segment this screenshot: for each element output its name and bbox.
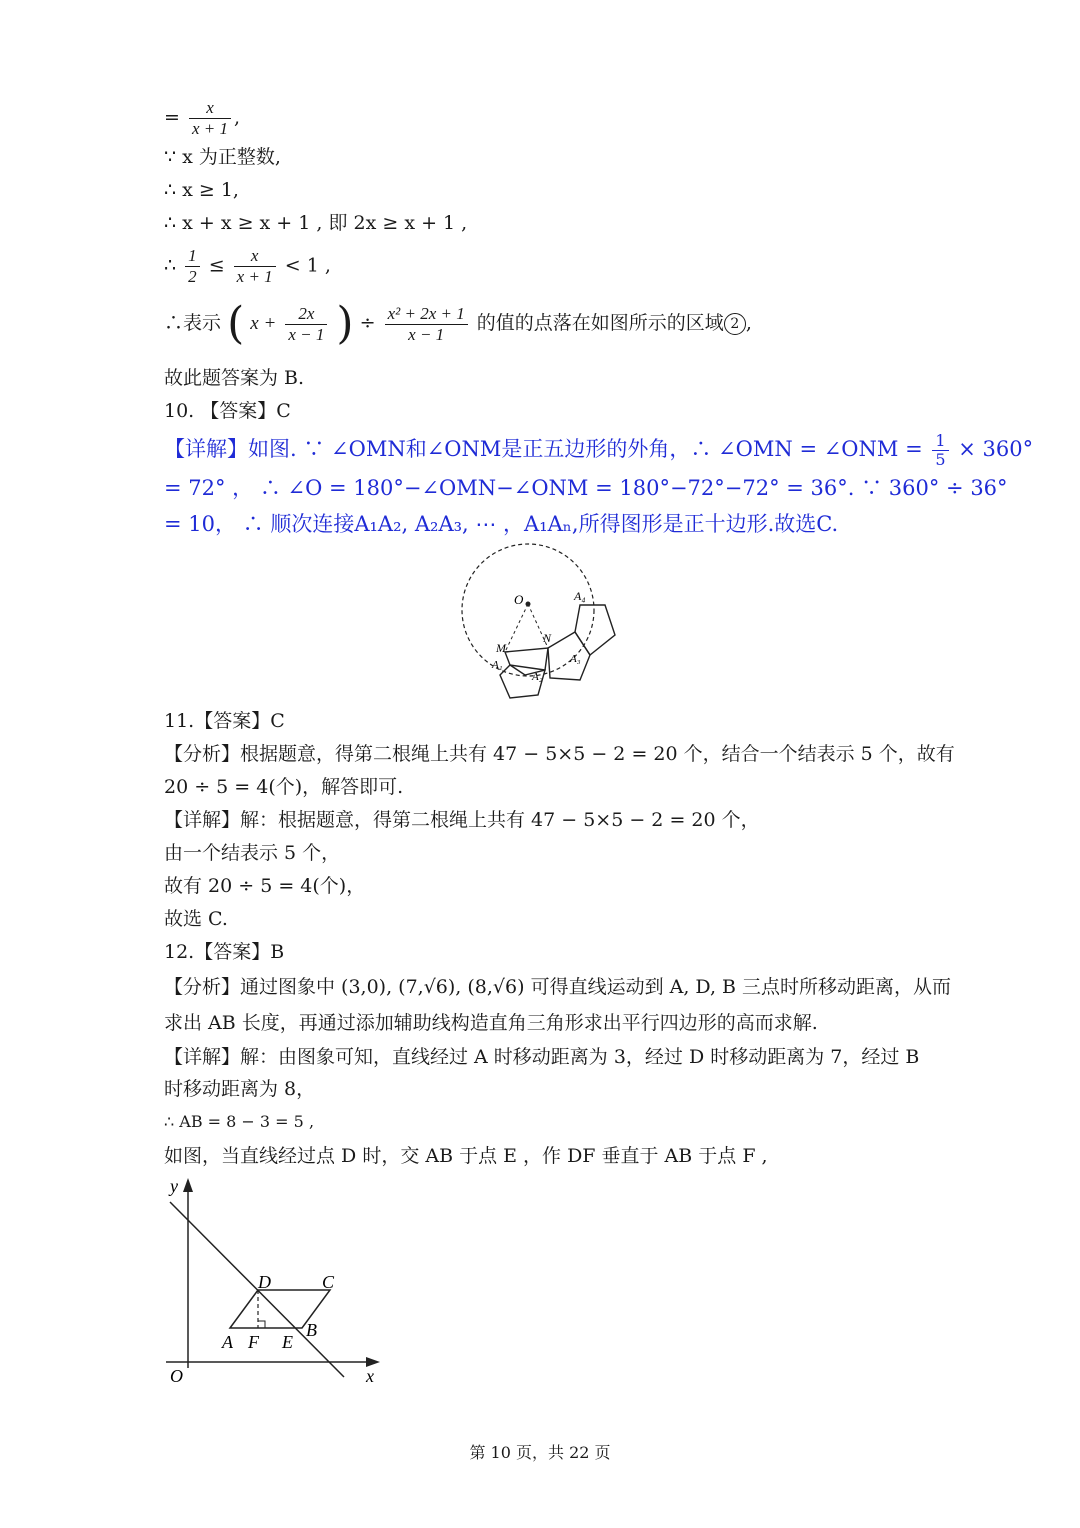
numerator: 1 [185,246,200,267]
label-o: O [514,592,524,607]
label-b: B [306,1320,317,1340]
q10-detail-text: 【详解】如图. ∵ ∠OMN和∠ONM是正五边形的外角，∴ ∠OMN = ∠ONM = [164,437,923,461]
step-line-4: ∴ x + x ≥ x + 1 , 即 2x ≥ x + 1 , [164,212,468,234]
pentagon-3 [548,632,590,680]
q10-detail-line-1 [164,432,1033,469]
fraction [189,98,231,139]
q11-answer: 11.【答案】C [164,710,285,732]
text-suffix: 的值的点落在如图所示的区域 [476,312,724,334]
dashed-line-om [505,604,528,652]
denominator: 5 [935,450,946,469]
label-f: F [248,1332,259,1352]
q11-analysis-1: 【分析】根据题意，得第二根绳上共有 47 − 5×5 − 2 = 20 个，结合一个结表示 5 个，故有 [164,743,955,765]
denominator: x − 1 [408,324,445,344]
q11-detail-2: 由一个结表示 5 个， [164,842,341,864]
q11-analysis-2: 20 ÷ 5 = 4(个)，解答即可. [164,776,404,798]
q10-detail-line-2: = 72° ， ∴ ∠O = 180°−∠OMN−∠ONM = 180°−72°−72° = 36°. ∵ 360° ÷ 36° [164,476,1008,500]
numerator: x² + 2x + 1 [385,304,468,325]
expr-inner: x + [250,313,277,334]
right-angle-mark [258,1321,265,1328]
pentagon-4 [575,605,615,655]
equals-sign: = [164,106,180,129]
numerator: 1 [932,432,948,451]
step-line-1 [164,98,240,139]
label-a3: A₃ [570,653,581,665]
q12-answer: 12.【答案】B [164,941,285,963]
fraction-half [185,246,200,287]
denominator: 2 [188,267,197,286]
numerator: x [189,98,231,119]
figure-pentagon-circle [450,540,630,700]
step-line-2: ∵ x 为正整数, [164,146,281,168]
right-paren: ) [336,298,354,349]
divide-sign: ÷ [359,312,376,334]
numerator: x [234,246,276,267]
label-c: C [322,1272,335,1292]
q12-detail-1: 【详解】解：由图象可知，直线经过 A 时移动距离为 3，经过 D 时移动距离为 7，经过 B [164,1046,920,1068]
fraction-2x [285,304,327,345]
q10-detail-text-2: × 360° [958,437,1034,461]
q12-detail-4: 如图，当直线经过点 D 时，交 AB 于点 E ，作 DF 垂直于 AB 于点 F , [164,1145,768,1167]
step-line-6 [164,298,752,349]
q12-detail-3: ∴ AB = 8 − 3 = 5 , [164,1112,315,1131]
label-a2: A₂ [532,671,543,683]
denominator: x + 1 [191,119,228,138]
label-a: A [222,1332,233,1352]
q11-detail-4: 故选 C. [164,908,228,930]
label-e: E [282,1332,293,1352]
denominator: x − 1 [288,324,325,344]
label-a1: A₁ [492,659,503,671]
inequality-tail: < 1 , [284,254,331,277]
label-m: M [496,641,506,655]
label-o: O [170,1366,183,1386]
denominator: x + 1 [236,267,273,286]
q12-analysis-1: 【分析】通过图象中 (3,0), (7,√6), (8,√6) 可得直线运动到 A, D, B 三点时所移动距离，从而 [164,976,952,998]
page-footer: 第 10 页，共 22 页 [469,1443,611,1462]
text-prefix: ∴表示 [164,312,222,334]
q10-detail-line-3: = 10， ∴ 顺次连接A₁A₂, A₂A₃, ⋯ ，A₁Aₙ,所得图形是正十边形.故选C. [164,512,839,536]
step-line-3: ∴ x ≥ 1, [164,179,239,201]
step-line-5 [164,246,331,287]
step-line-7: 故此题答案为 B. [164,367,305,389]
circled-number: 2 [724,313,746,335]
label-n: N [543,631,552,645]
leq-sign: ≤ [208,254,225,277]
fraction-one-fifth [932,432,948,469]
punct: , [234,106,241,129]
punct: , [745,312,752,334]
q11-detail-1: 【详解】解：根据题意，得第二根绳上共有 47 − 5×5 − 2 = 20 个， [164,809,760,831]
fraction-quadratic [385,304,468,345]
label-x: x [366,1366,374,1386]
label-a4: A₄ [574,589,586,603]
left-paren: ( [227,298,245,349]
q10-answer: 10. 【答案】C [164,400,291,422]
label-d: D [258,1272,271,1292]
therefore-symbol: ∴ [164,254,177,277]
y-axis-arrow [183,1178,193,1192]
q11-detail-3: 故有 20 ÷ 5 = 4(个)， [164,875,366,897]
q12-analysis-2: 求出 AB 长度，再通过添加辅助线构造直角三角形求出平行四边形的高而求解. [164,1012,818,1034]
numerator: 2x [285,304,327,325]
q12-detail-2: 时移动距离为 8， [164,1078,316,1100]
figure-parallelogram-axes [160,1172,390,1392]
fraction-x-over-x-plus-1 [234,246,276,287]
label-y: y [170,1176,178,1196]
